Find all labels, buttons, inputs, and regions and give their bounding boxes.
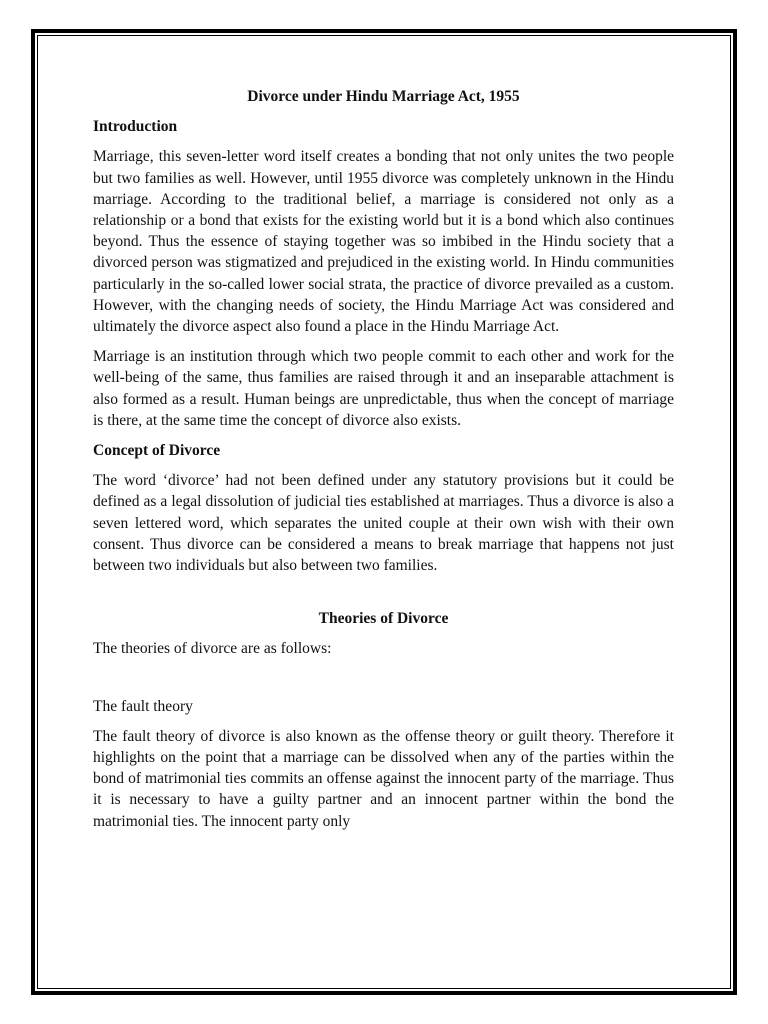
introduction-paragraph-2: Marriage is an institution through which two people commit to each other and work for the well-being of the same, thus families are raised through it and an inseparable attachment is also formed as a result. Human beings are unpredictable, thus when the concept of marriage is there, at the same time the concept of divorce also exists. — [93, 348, 674, 429]
introduction-heading: Introduction — [93, 118, 178, 136]
theories-intro: The theories of divorce are as follows: — [93, 640, 332, 658]
theories-heading: Theories of Divorce — [318, 610, 449, 628]
fault-theory-paragraph-1: The fault theory of divorce is also known as the offense theory or guilt theory. Therefore it highlights on the point that a marriage can be dissolved when any of the parties within the bond of matrimonial ties commits an offense against the innocent party of the marriage. Thus it is necessary to have a guilty partner and an innocent partner within the bond the matrimonial ties. The innocent party only — [93, 727, 674, 830]
fault-theory-heading: The fault theory — [93, 697, 193, 715]
concept-paragraph-1: The word ‘divorce’ had not been defined under any statutory provisions but it could be defined as a legal dissolution of judicial ties established at marriages. Thus a divorce is also a seven lettered word, which separates the united couple at their own wish with their own consent. Thus divorce can be considered a means to break marriage that happens not just between two individuals but also between two families. — [93, 472, 674, 575]
concept-heading: Concept of Divorce — [93, 442, 221, 460]
introduction-paragraph-1: Marriage, this seven-letter word itself creates a bonding that not only unites the two people but two families as well. However, until 1955 divorce was completely unknown in the Hindu marriage. According to the traditional belief, a marriage is considered not only as a relationship or a bond that exists for the existing world but it is a bond which also continues beyond. Thus the essence of staying together was so imbibed in the Hindu society that a divorced person was stigmatized and prejudiced in the existing world. In Hindu communities particularly in the so-called lower social strata, the practice of divorce prevailed as a custom. However, with the changing needs of society, the Hindu Marriage Act was considered and ultimately the divorce aspect also found a place in the Hindu Marriage Act. — [93, 148, 674, 336]
document-body — [93, 86, 674, 841]
document-title: Divorce under Hindu Marriage Act, 1955 — [247, 88, 520, 105]
